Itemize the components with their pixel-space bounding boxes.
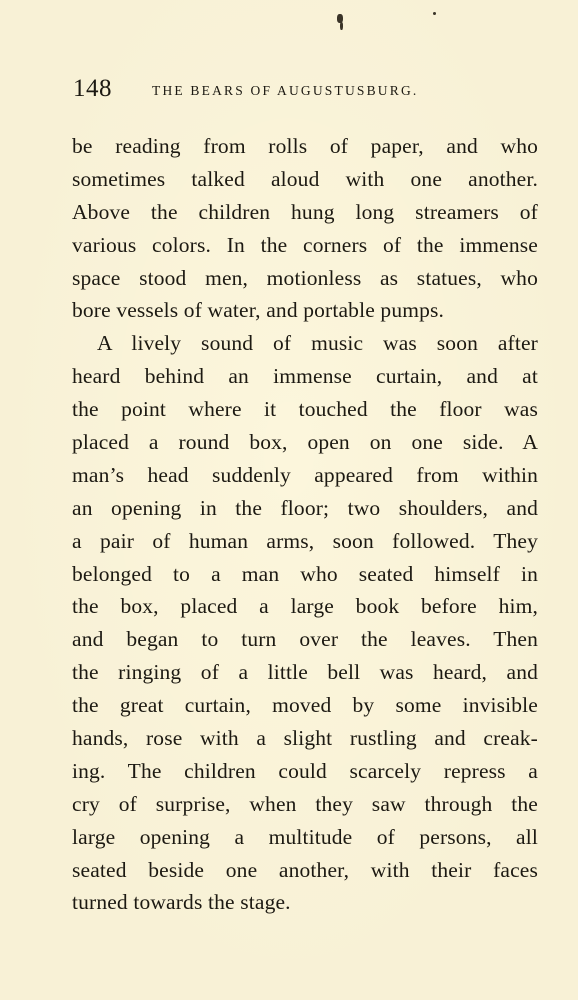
ink-speck xyxy=(433,12,436,15)
page-number: 148 xyxy=(73,75,112,102)
text-line: various colors. In the corners of the immense xyxy=(72,232,538,257)
text-line: large opening a multitude of persons, all xyxy=(72,824,538,849)
text-line: and began to turn over the leaves. Then xyxy=(72,627,538,652)
body-text xyxy=(72,130,538,919)
text-line: turned towards the stage. xyxy=(72,890,291,915)
text-line: belonged to a man who seated himself in xyxy=(72,561,538,586)
text-line: ing. The children could scarcely repress a xyxy=(72,758,538,783)
running-title: THE BEARS OF AUGUSTUSBURG. xyxy=(152,83,419,98)
text-line: seated beside one another, with their faces xyxy=(72,857,538,882)
text-line: space stood men, motionless as statues, who xyxy=(72,265,538,290)
text-line: cry of surprise, when they saw through the xyxy=(72,791,538,816)
text-line: Above the children hung long streamers of xyxy=(72,199,538,224)
text-line: the box, placed a large book before him, xyxy=(72,594,538,619)
text-line: the point where it touched the floor was xyxy=(72,397,538,422)
text-line: heard behind an immense curtain, and at xyxy=(72,364,538,389)
page-header xyxy=(73,72,533,106)
text-line: the ringing of a little bell was heard, and xyxy=(72,660,538,685)
text-line: a pair of human arms, soon followed. They xyxy=(72,528,538,553)
text-line: be reading from rolls of paper, and who xyxy=(72,134,538,158)
text-line: bore vessels of water, and portable pumps. xyxy=(72,298,445,323)
text-line: the great curtain, moved by some invisible xyxy=(72,693,538,718)
ink-speck xyxy=(340,22,343,30)
text-line: man’s head suddenly appeared from within xyxy=(72,462,538,487)
text-line: placed a round box, open on one side. A xyxy=(72,430,538,455)
text-line: an opening in the floor; two shoulders, and xyxy=(72,495,538,520)
text-line: hands, rose with a slight rustling and creak- xyxy=(72,726,538,751)
text-line: sometimes talked aloud with one another. xyxy=(72,166,538,191)
text-line: A lively sound of music was soon after xyxy=(97,331,538,356)
